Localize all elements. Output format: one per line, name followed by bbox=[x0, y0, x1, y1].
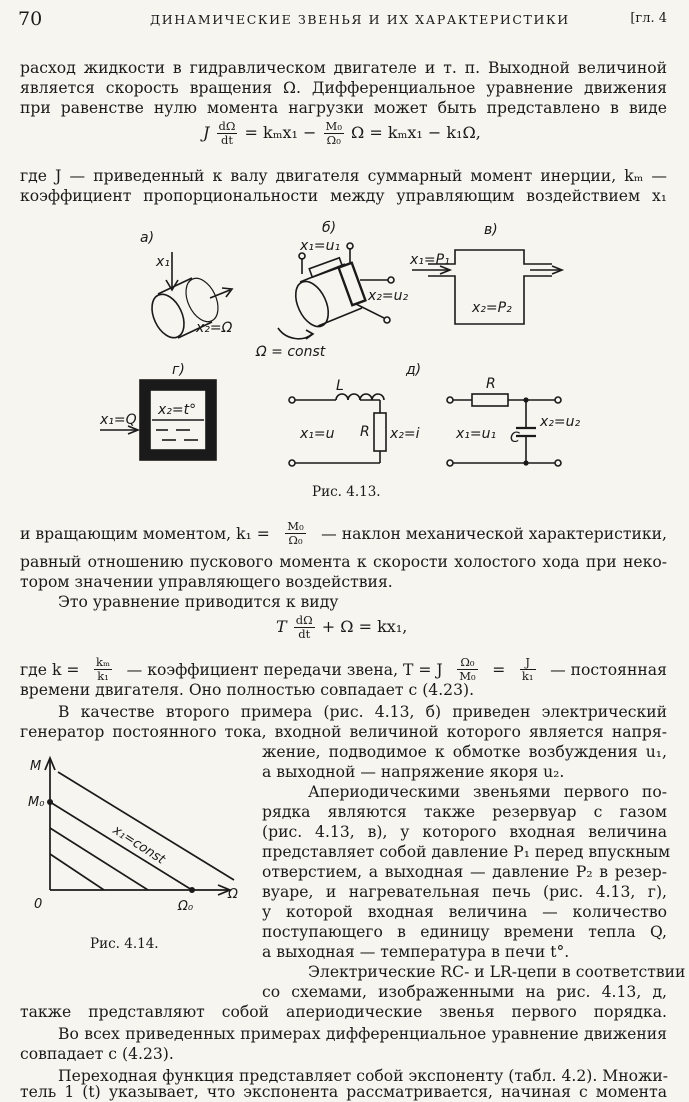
label-omega0: Ω₀ bbox=[178, 899, 194, 914]
label-x2-omega: x₂=Ω bbox=[196, 320, 233, 336]
text-line: тель 1 (t) указывает, что экспонента рассматривается, начиная с момента bbox=[20, 1083, 667, 1101]
text-line: поступающего в единицу времени тепла Q, bbox=[262, 923, 667, 941]
text-line: Во всех приведенных примерах дифференциальное уравнение движения bbox=[58, 1025, 667, 1043]
text-line: также представляют собой апериодические звенья первого порядка. bbox=[20, 1003, 667, 1021]
equation-motion: J $\frac{d\Omega}{dt}$ = kₘx₁ − $\frac{\text{M₀}}{\text{Ω₀}}$ Ω = kₘx₁ − k₁Ω, bbox=[203, 119, 481, 147]
fig-label-v: в) bbox=[484, 222, 498, 238]
text-line: а выходная — температура в печи t°. bbox=[262, 943, 570, 961]
text-line: совпадает с (4.23). bbox=[20, 1045, 174, 1063]
fig-label-g: г) bbox=[172, 362, 185, 378]
label-omega-const: Ω = const bbox=[256, 344, 326, 360]
text-line: (рис. 4.13, в), у которого входная величина bbox=[262, 823, 667, 841]
text-line-k-T: где k = $\frac{\text{kₘ}}{\text{k₁}}$ — коэффициент передачи звена, T = J $\frac{\text{Ω₀}}{\text{M₀}}$ = $\frac{J}{\text{k₁}}$ — постоянная bbox=[20, 655, 667, 683]
label-x1: x₁ bbox=[156, 254, 170, 270]
figure-4-14 bbox=[20, 748, 252, 948]
label-M0: M₀ bbox=[28, 795, 45, 810]
text-line: является скорость вращения Ω. Дифференциальное уравнение движения bbox=[20, 79, 667, 97]
label-v-x1: x₁=P₁ bbox=[410, 252, 450, 268]
text-line: Апериодическими звеньями первого по- bbox=[308, 783, 667, 801]
text-line: генератор постоянного тока, входной величиной которого является напря- bbox=[20, 723, 667, 741]
label-g-x1: x₁=Q bbox=[100, 412, 137, 428]
text-line: отверстием, а выходная — давление P₂ в резер- bbox=[262, 863, 667, 881]
text-line: со схемами, изображенными на рис. 4.13, д, bbox=[262, 983, 667, 1001]
label-d2-x2: x₂=u₂ bbox=[540, 414, 581, 430]
text-line: при равенстве нулю момента нагрузки может быть представлено в виде bbox=[20, 99, 667, 117]
fig-label-a: а) bbox=[140, 230, 155, 246]
text-line: где J — приведенный к валу двигателя суммарный момент инерции, kₘ — bbox=[20, 167, 667, 185]
chapter-ref: [гл. 4 bbox=[630, 11, 667, 26]
axis-label-M: M bbox=[30, 759, 42, 774]
label-x1-const: x₁=const bbox=[109, 822, 168, 868]
label-v-x2: x₂=P₂ bbox=[472, 300, 512, 316]
label-L: L bbox=[336, 378, 344, 394]
text-line: вуаре, и нагревательная печь (рис. 4.13, г), bbox=[262, 883, 667, 901]
fig-label-d: д) bbox=[406, 362, 422, 378]
text-line: представляет собой давление P₁ перед впускным bbox=[262, 843, 671, 861]
text-line: Это уравнение приводится к виду bbox=[58, 593, 339, 611]
text-line: рядка являются также резервуар с газом bbox=[262, 803, 667, 821]
running-title: ДИНАМИЧЕСКИЕ ЗВЕНЬЯ И ИХ ХАРАКТЕРИСТИКИ bbox=[150, 12, 570, 27]
text-line: В качестве второго примера (рис. 4.13, б) приведен электрический bbox=[58, 703, 667, 721]
equation-normalized: T $\frac{d\Omega}{dt}$ + Ω = kx₁, bbox=[276, 613, 408, 641]
text-line: у которой входная величина — количество bbox=[262, 903, 667, 921]
label-b-x1: x₁=u₁ bbox=[300, 238, 341, 254]
text-line: а выходной — напряжение якоря u₂. bbox=[262, 763, 565, 781]
label-origin: 0 bbox=[34, 897, 43, 912]
text-line: коэффициент пропорциональности между управляющим воздействием x₁ bbox=[20, 187, 667, 205]
text-line: равный отношению пускового момента к скорости холостого хода при неко- bbox=[20, 553, 667, 571]
label-g-x2: x₂=t° bbox=[158, 402, 197, 418]
fig-label-b: б) bbox=[322, 220, 337, 236]
text-line-k1: и вращающим моментом, k₁ = $\frac{\text{M₀}}{\text{Ω₀}}$ — наклон механической характеристики, bbox=[20, 519, 667, 547]
caption-fig-4-13: Рис. 4.13. bbox=[312, 484, 381, 500]
text-line: расход жидкости в гидравлическом двигателе и т. п. Выходной величиной bbox=[20, 59, 667, 77]
label-R: R bbox=[360, 424, 370, 440]
text-line: времени двигателя. Оно полностью совпадает с (4.23). bbox=[20, 681, 475, 699]
label-b-x2: x₂=u₂ bbox=[368, 288, 409, 304]
figure-4-13 bbox=[0, 208, 689, 488]
page-number: 70 bbox=[18, 8, 43, 30]
axis-label-omega: Ω bbox=[228, 887, 238, 902]
label-d2-x1: x₁=u₁ bbox=[456, 426, 497, 442]
text-line: жение, подводимое к обмотке возбуждения u₁, bbox=[262, 743, 667, 761]
text-line: Электрические RC- и LR-цепи в соответствии bbox=[308, 963, 686, 981]
label-C: C bbox=[510, 430, 520, 446]
caption-fig-4-14: Рис. 4.14. bbox=[90, 936, 159, 952]
label-d1-x2: x₂=i bbox=[390, 426, 420, 442]
text-line: Переходная функция представляет собой экспоненту (табл. 4.2). Множи- bbox=[58, 1067, 669, 1085]
label-R2: R bbox=[486, 376, 496, 392]
text-line: тором значении управляющего воздействия. bbox=[20, 573, 393, 591]
label-d1-x1: x₁=u bbox=[300, 426, 335, 442]
